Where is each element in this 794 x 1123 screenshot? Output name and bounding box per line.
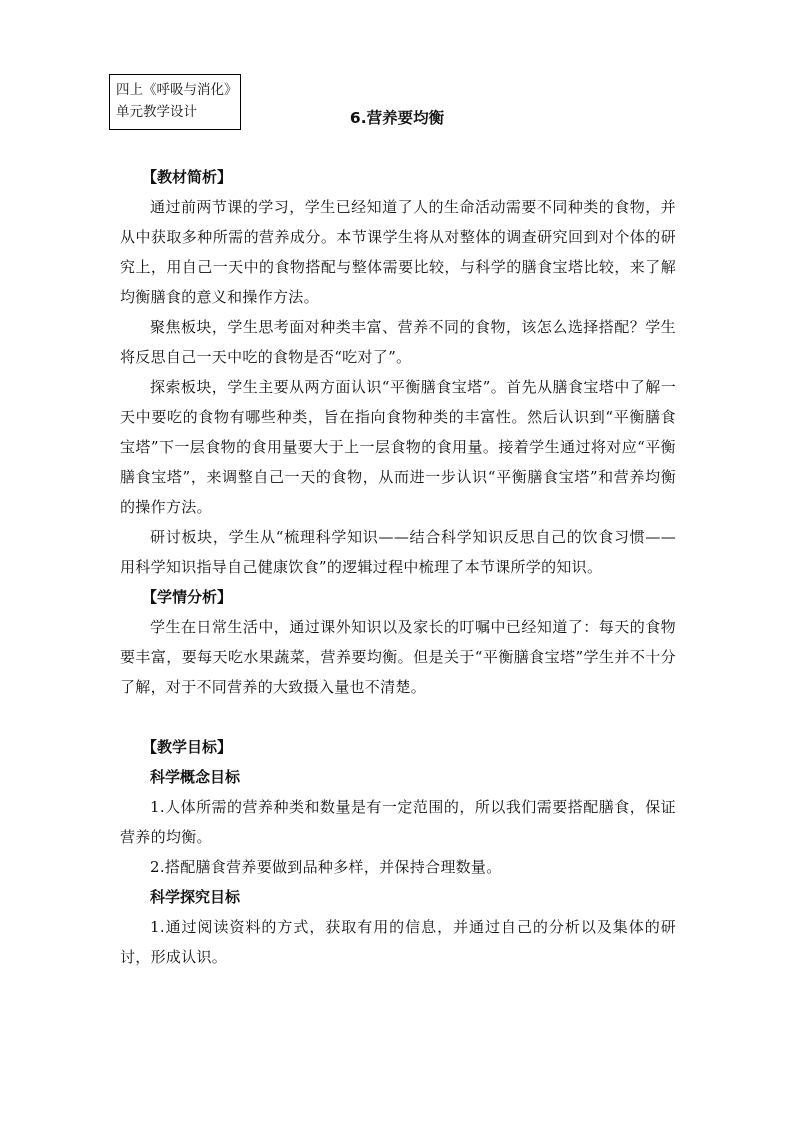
goal-item: 2.搭配膳食营养要做到品种多样，并保持合理数量。 (150, 858, 502, 876)
paragraph: 探索板块，学生主要从两方面认识“平衡膳食宝塔”。首先从膳食宝塔中了解一天中要吃的食物有哪些种类，旨在指向食物种类的丰富性。然后认识到“平衡膳食宝塔”下一层食物的食用量要大于上一层食物的食用量。接着学生通过将对应“平衡膳食宝塔”，来调整自己一天的食物，从而进一步认识“平衡膳食宝塔”和营养均衡的操作方法。 (120, 378, 676, 516)
document-body (120, 162, 676, 972)
subheading-inquiry-goals: 科学探究目标 (150, 888, 241, 906)
subheading-concept-goals: 科学概念目标 (150, 768, 241, 786)
paragraph: 学生在日常生活中，通过课外知识以及家长的叮嘱中已经知道了：每天的食物要丰富，要每天吃水果蔬菜，营养要均衡。但是关于“平衡膳食宝塔”学生并不十分了解，对于不同营养的大致摄入量也不清楚。 (120, 618, 676, 696)
paragraph: 研讨板块，学生从“梳理科学知识——结合科学知识反思自己的饮食习惯——用科学知识指导自己健康饮食”的逻辑过程中梳理了本节课所学的知识。 (120, 528, 676, 576)
goal-item: 1.通过阅读资料的方式，获取有用的信息，并通过自己的分析以及集体的研讨，形成认识。 (120, 918, 676, 966)
paragraph: 聚焦板块，学生思考面对种类丰富、营养不同的食物，该怎么选择搭配？学生将反思自己一天中吃的食物是否“吃对了”。 (120, 318, 676, 366)
unit-label-line1: 四上《呼吸与消化》 (116, 82, 238, 98)
document-title: 6.营养要均衡 (349, 109, 445, 127)
spacer (120, 702, 676, 732)
unit-label-line2: 单元教学设计 (116, 104, 197, 120)
paragraph: 通过前两节课的学习，学生已经知道了人的生命活动需要不同种类的食物，并从中获取多种所需的营养成分。本节课学生将从对整体的调查研究回到对个体的研究上，用自己一天中的食物搭配与整体需要比较，与科学的膳食宝塔比较，来了解均衡膳食的意义和操作方法。 (120, 198, 676, 306)
section-heading-textbook: 【教材简析】 (142, 168, 233, 186)
section-heading-goals: 【教学目标】 (142, 738, 233, 756)
goal-item: 1.人体所需的营养种类和数量是有一定范围的，所以我们需要搭配膳食，保证营养的均衡。 (120, 798, 676, 846)
section-heading-students: 【学情分析】 (142, 588, 233, 606)
